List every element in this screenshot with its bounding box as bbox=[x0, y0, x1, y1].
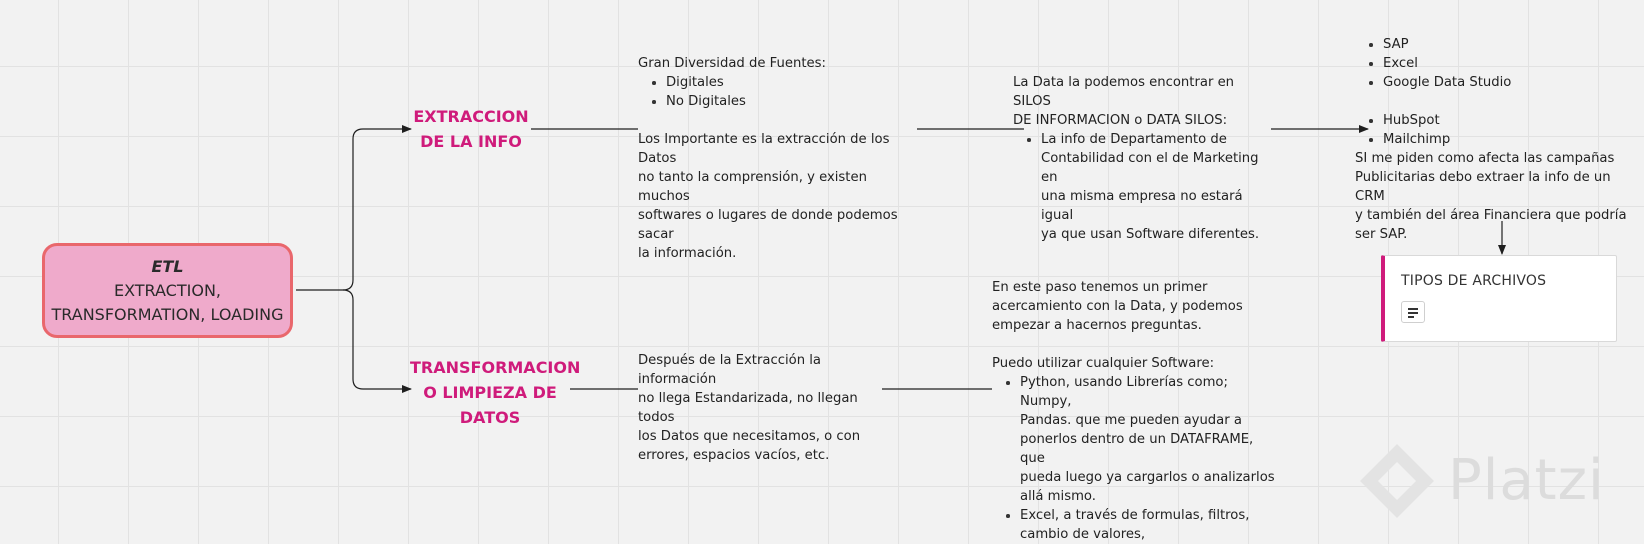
bullet-line: ponerlos dentro de un DATAFRAME, que bbox=[1020, 432, 1254, 466]
extraction-label-line-1: EXTRACCION bbox=[413, 107, 529, 126]
paragraph-line: errores, espacios vacíos, etc. bbox=[638, 448, 830, 463]
extraction-notes-heading: Gran Diversidad de Fuentes: bbox=[638, 56, 826, 71]
paragraph-line: los Datos que necesitamos, o con bbox=[638, 429, 861, 444]
list-item: Google Data Studio bbox=[1355, 73, 1640, 92]
list-item: No Digitales bbox=[638, 92, 918, 111]
etl-title: ETL bbox=[151, 256, 184, 276]
list-item bbox=[1013, 130, 1273, 244]
list-item bbox=[992, 506, 1282, 544]
bullet-line: Contabilidad con el de Marketing en bbox=[1041, 151, 1259, 185]
list-item: SAP bbox=[1355, 35, 1640, 54]
transformation-notes[interactable] bbox=[638, 351, 888, 465]
paragraph-line: La Data la podemos encontrar en SILOS bbox=[1013, 75, 1235, 109]
extraction-label-line-2: DE LA INFO bbox=[420, 132, 522, 151]
paragraph-line: acercamiento con la Data, y podemos bbox=[992, 299, 1243, 314]
paragraph-line: ser SAP. bbox=[1355, 227, 1408, 242]
paragraph-line: DE INFORMACION o DATA SILOS: bbox=[1013, 113, 1228, 128]
transformation-branch-node[interactable] bbox=[410, 355, 581, 430]
tools-list-2 bbox=[1355, 111, 1640, 149]
tools-list-1 bbox=[1355, 35, 1640, 92]
list-item: Excel bbox=[1355, 54, 1640, 73]
paragraph-line: Después de la Extracción la información bbox=[638, 353, 821, 387]
tools-paragraph bbox=[1355, 149, 1640, 244]
transformation-label-line-2: O LIMPIEZA DE bbox=[423, 383, 557, 402]
etl-central-node[interactable] bbox=[42, 243, 293, 338]
extraction-paragraph bbox=[638, 130, 918, 263]
silos-list bbox=[1013, 130, 1273, 244]
paragraph-line: no llega Estandarizada, no llegan todos bbox=[638, 391, 858, 425]
paragraph-line: SI me piden como afecta las campañas bbox=[1355, 151, 1615, 166]
list-item: HubSpot bbox=[1355, 111, 1640, 130]
source-types-list bbox=[638, 73, 918, 111]
bullet-line: cambio de valores, bbox=[1020, 527, 1146, 542]
bullet-line: una misma empresa no estará igual bbox=[1041, 189, 1243, 223]
list-item: Digitales bbox=[638, 73, 918, 92]
tools-notes[interactable] bbox=[1355, 35, 1640, 244]
list-item: Mailchimp bbox=[1355, 130, 1640, 149]
card-title: TIPOS DE ARCHIVOS bbox=[1401, 273, 1547, 289]
extraction-notes[interactable] bbox=[638, 54, 918, 263]
bullet-line: La info de Departamento de bbox=[1041, 132, 1227, 147]
data-notes[interactable] bbox=[992, 278, 1282, 544]
list-item bbox=[992, 373, 1282, 506]
bullet-line: allá mismo. bbox=[1020, 489, 1096, 504]
platzi-logo-icon bbox=[1352, 436, 1442, 526]
paragraph-line: Puedo utilizar cualquier Software: bbox=[992, 356, 1215, 371]
software-list bbox=[992, 373, 1282, 544]
bullet-line: Pandas. que me pueden ayudar a bbox=[1020, 413, 1242, 428]
paragraph-line: softwares o lugares de donde podemos sacar bbox=[638, 208, 898, 242]
bullet-line: Python, usando Librerías como; Numpy, bbox=[1020, 375, 1228, 409]
silos-notes[interactable] bbox=[1013, 73, 1273, 244]
paragraph-line: la información. bbox=[638, 246, 737, 261]
platzi-watermark: Platzi bbox=[1448, 448, 1605, 513]
extraction-branch-node[interactable] bbox=[391, 104, 551, 154]
bullet-line: pueda luego ya cargarlos o analizarlos bbox=[1020, 470, 1275, 485]
paragraph-line: Los Importante es la extracción de los Datos bbox=[638, 132, 890, 166]
notes-icon[interactable] bbox=[1401, 301, 1425, 323]
etl-subtitle-line-1: EXTRACTION, bbox=[113, 280, 221, 300]
file-types-card[interactable] bbox=[1381, 255, 1617, 342]
paragraph-line: empezar a hacernos preguntas. bbox=[992, 318, 1202, 333]
transformation-label-line-3: DATOS bbox=[459, 408, 521, 427]
bullet-line: Excel, a través de formulas, filtros, bbox=[1020, 508, 1250, 523]
transformation-label-line-1: TRANSFORMACION bbox=[410, 358, 581, 377]
paragraph-line: Publicitarias debo extraer la info de un CRM bbox=[1355, 170, 1611, 204]
connector-etl-to-transformation bbox=[343, 290, 411, 389]
etl-subtitle-line-2: TRANSFORMATION, LOADING bbox=[51, 304, 284, 324]
paragraph-line: En este paso tenemos un primer bbox=[992, 280, 1208, 295]
paragraph-line: no tanto la comprensión, y existen muchos bbox=[638, 170, 867, 204]
paragraph-line: y también del área Financiera que podría bbox=[1355, 208, 1627, 223]
bullet-line: ya que usan Software diferentes. bbox=[1041, 227, 1260, 242]
